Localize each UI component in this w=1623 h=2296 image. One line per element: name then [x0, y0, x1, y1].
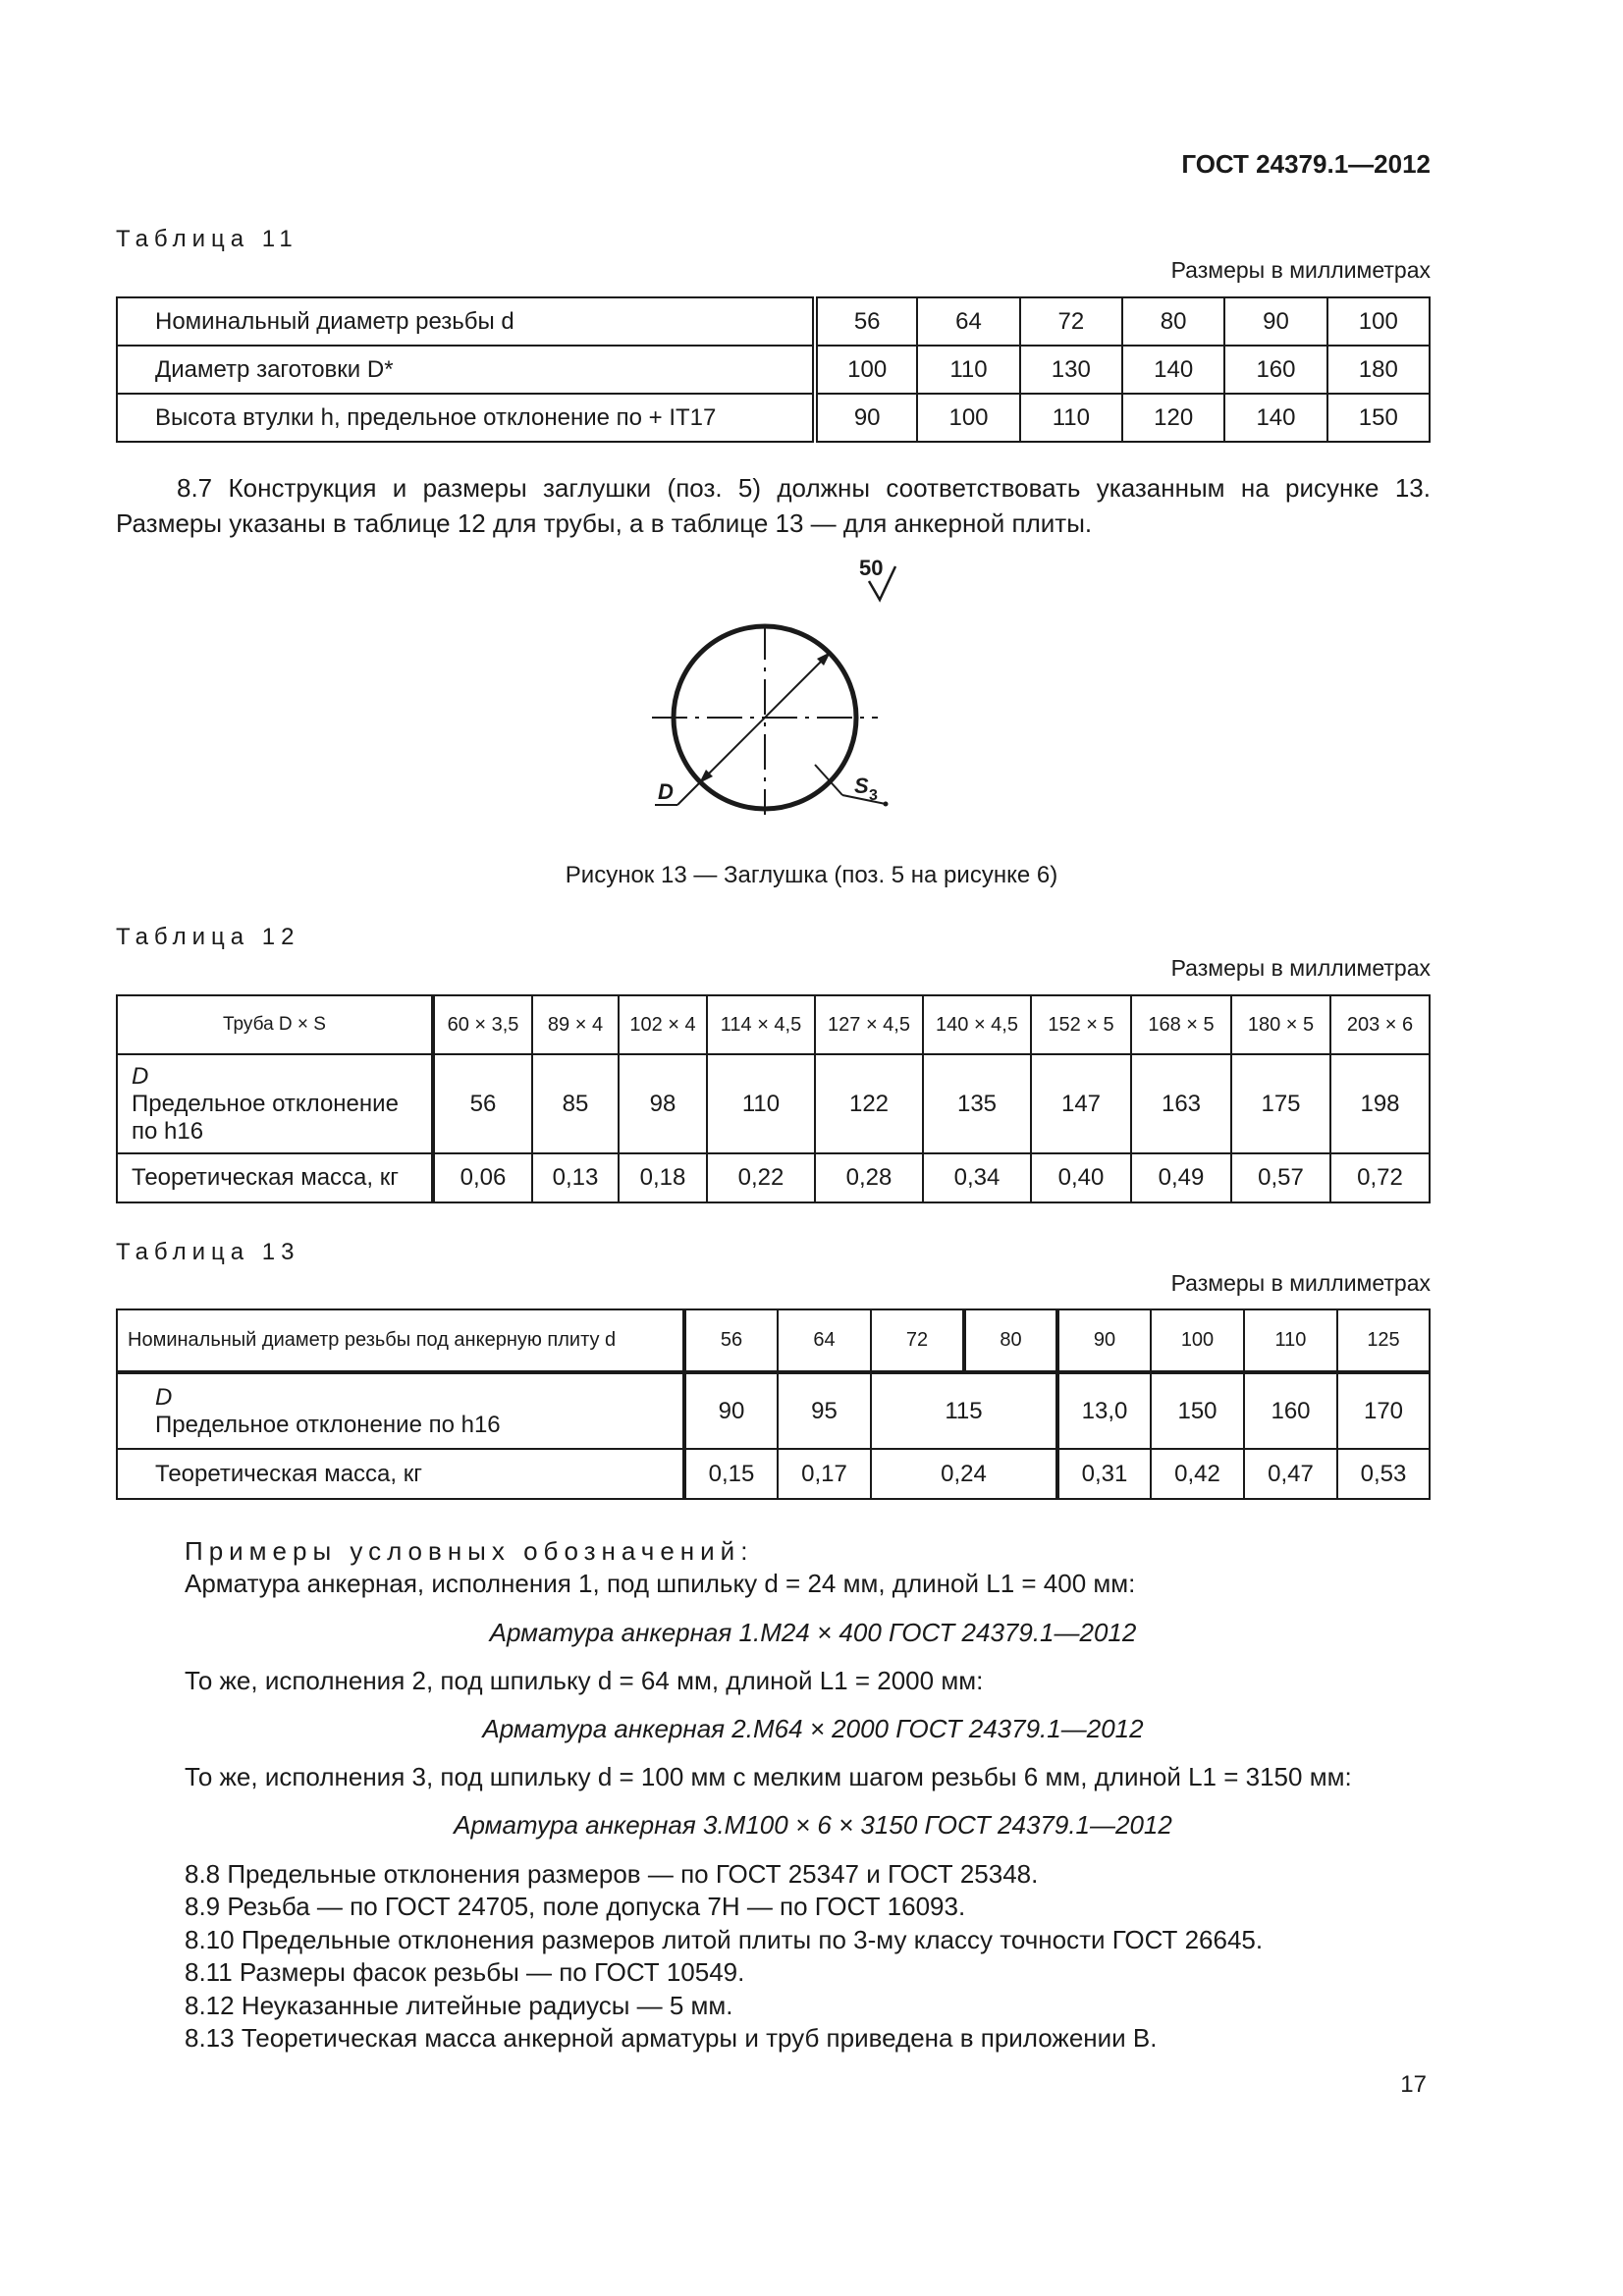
table-cell: 102 × 4 [619, 995, 707, 1054]
table-cell: 203 × 6 [1330, 995, 1430, 1054]
table-cell: 80 [1122, 297, 1224, 346]
table-cell [117, 1054, 433, 1153]
table-cell: Номинальный диаметр резьбы под анкерную плиту d [117, 1309, 684, 1372]
page-number: 17 [1400, 2071, 1427, 2098]
table-cell: 56 [684, 1309, 778, 1372]
table-cell: 90 [815, 394, 917, 442]
table-cell: 56 [433, 1054, 532, 1153]
table-cell: 72 [871, 1309, 964, 1372]
row-label-line: по h16 [132, 1117, 204, 1145]
list-item: 8.9 Резьба — по ГОСТ 24705, поле допуска 7Н — по ГОСТ 16093. [185, 1892, 966, 1921]
table-cell: 160 [1224, 346, 1326, 394]
example-designation-2: Арматура анкерная 2.М64 × 2000 ГОСТ 24379.1—2012 [482, 1714, 1144, 1743]
figure-13-drawing [628, 545, 952, 820]
list-item: 8.8 Предельные отклонения размеров — по ГОСТ 25347 и ГОСТ 25348. [185, 1859, 1039, 1889]
table-cell: 160 [1244, 1372, 1337, 1449]
table-row [117, 1449, 1430, 1499]
table-cell: 0,57 [1231, 1153, 1330, 1202]
table-cell: 89 × 4 [532, 995, 619, 1054]
table-cell: 0,17 [778, 1449, 871, 1499]
row-label-line: Предельное отклонение [132, 1090, 399, 1117]
table-cell: 72 [1020, 297, 1122, 346]
table-11 [116, 296, 1431, 443]
table-13-caption: Таблица 13 [116, 1239, 300, 1265]
table-11-units: Размеры в миллиметрах [1170, 257, 1431, 283]
table-cell: 0,49 [1131, 1153, 1231, 1202]
document-id: ГОСТ 24379.1—2012 [1181, 149, 1431, 179]
table-cell: 163 [1131, 1054, 1231, 1153]
table-cell: 122 [815, 1054, 923, 1153]
table-cell: 0,24 [871, 1449, 1057, 1499]
table-cell: 0,31 [1057, 1449, 1151, 1499]
table-cell [117, 1372, 684, 1449]
list-item: 8.12 Неуказанные литейные радиусы — 5 мм. [185, 1991, 733, 2020]
table-cell: Труба D × S [117, 995, 433, 1054]
table-cell: Теоретическая масса, кг [117, 1449, 684, 1499]
table-cell: Номинальный диаметр резьбы d [117, 297, 815, 346]
table-row [117, 1309, 1430, 1372]
table-row [117, 346, 1430, 394]
table-row [117, 297, 1430, 346]
table-13 [116, 1308, 1431, 1500]
table-row [117, 1054, 1430, 1153]
table-cell: 100 [815, 346, 917, 394]
table-cell: 60 × 3,5 [433, 995, 532, 1054]
examples-title: Примеры условных обозначений: [185, 1536, 754, 1566]
table-12 [116, 994, 1431, 1203]
table-cell: 150 [1151, 1372, 1244, 1449]
table-cell: 56 [815, 297, 917, 346]
table-cell: 147 [1031, 1054, 1131, 1153]
label-s-sub: 3 [869, 787, 878, 804]
table-cell: 85 [532, 1054, 619, 1153]
table-cell: 0,42 [1151, 1449, 1244, 1499]
table-cell: 64 [917, 297, 1019, 346]
table-row [117, 1153, 1430, 1202]
example-line-2: То же, исполнения 2, под шпильку d = 64 мм, длиной L1 = 2000 мм: [185, 1666, 984, 1695]
table-cell: 110 [707, 1054, 815, 1153]
table-cell: 175 [1231, 1054, 1330, 1153]
example-designation-3: Арматура анкерная 3.М100 × 6 × 3150 ГОСТ 24379.1—2012 [454, 1810, 1172, 1840]
label-s: S [854, 774, 869, 798]
table-cell: 0,18 [619, 1153, 707, 1202]
table-cell: 127 × 4,5 [815, 995, 923, 1054]
section-8-7 [116, 470, 1431, 541]
table-row [117, 995, 1430, 1054]
table-cell: 168 × 5 [1131, 995, 1231, 1054]
row-label-symbol: D [155, 1383, 173, 1411]
table-cell: 0,34 [923, 1153, 1031, 1202]
table-cell: 80 [964, 1309, 1057, 1372]
table-cell: 135 [923, 1054, 1031, 1153]
table-cell: 0,06 [433, 1153, 532, 1202]
table-cell: 0,15 [684, 1449, 778, 1499]
table-cell: 150 [1327, 394, 1430, 442]
table-cell: 0,47 [1244, 1449, 1337, 1499]
table-cell: Высота втулки h, предельное отклонение по + IT17 [117, 394, 815, 442]
table-cell: 90 [684, 1372, 778, 1449]
table-cell: Диаметр заготовки D* [117, 346, 815, 394]
label-d: D [658, 779, 674, 804]
figure-13-caption: Рисунок 13 — Заглушка (поз. 5 на рисунке 6) [565, 862, 1058, 888]
table-12-caption: Таблица 12 [116, 924, 300, 950]
section-8-7-text: 8.7 Конструкция и размеры заглушки (поз. 5) должны соответствовать указанным на рисунке 13. Размеры указаны в таблице 12 для трубы, а в таблице 13 — для анкерной плиты. [116, 473, 1431, 538]
example-line-3: То же, исполнения 3, под шпильку d = 100 мм с мелким шагом резьбы 6 мм, длиной L1 = 3150 мм: [185, 1762, 1352, 1791]
d-leader [677, 783, 699, 805]
table-cell: 140 × 4,5 [923, 995, 1031, 1054]
table-11-caption: Таблица 11 [116, 226, 298, 252]
table-12-units: Размеры в миллиметрах [1170, 955, 1431, 981]
table-cell: 100 [917, 394, 1019, 442]
table-cell: 0,72 [1330, 1153, 1430, 1202]
leader-dot-icon [884, 802, 889, 807]
table-cell: 180 × 5 [1231, 995, 1330, 1054]
table-cell: 90 [1057, 1309, 1151, 1372]
table-row [117, 1372, 1430, 1449]
table-cell: 90 [1224, 297, 1326, 346]
table-cell: 0,53 [1337, 1449, 1430, 1499]
table-cell: 198 [1330, 1054, 1430, 1153]
table-cell: 120 [1122, 394, 1224, 442]
list-item: 8.11 Размеры фасок резьбы — по ГОСТ 10549. [185, 1957, 745, 1987]
table-cell: 0,28 [815, 1153, 923, 1202]
table-cell: 0,40 [1031, 1153, 1131, 1202]
table-cell: 98 [619, 1054, 707, 1153]
table-cell: 180 [1327, 346, 1430, 394]
table-cell: 110 [1020, 394, 1122, 442]
row-label-symbol: D [132, 1062, 149, 1090]
table-cell: 130 [1020, 346, 1122, 394]
table-cell: 13,0 [1057, 1372, 1151, 1449]
table-cell: 125 [1337, 1309, 1430, 1372]
table-cell: 140 [1224, 394, 1326, 442]
table-cell: 114 × 4,5 [707, 995, 815, 1054]
roughness-value: 50 [859, 556, 884, 580]
table-cell: 0,13 [532, 1153, 619, 1202]
list-item: 8.10 Предельные отклонения размеров литой плиты по 3-му классу точности ГОСТ 26645. [185, 1925, 1264, 1954]
row-label-line: Предельное отклонение по h16 [155, 1411, 501, 1438]
table-cell: 100 [1327, 297, 1430, 346]
example-designation-1: Арматура анкерная 1.М24 × 400 ГОСТ 24379.1—2012 [489, 1618, 1137, 1647]
table-cell: Теоретическая масса, кг [117, 1153, 433, 1202]
table-cell: 95 [778, 1372, 871, 1449]
table-cell: 110 [1244, 1309, 1337, 1372]
table-cell: 64 [778, 1309, 871, 1372]
table-cell: 170 [1337, 1372, 1430, 1449]
table-row [117, 394, 1430, 442]
table-cell: 140 [1122, 346, 1224, 394]
table-cell: 115 [871, 1372, 1057, 1449]
table-cell: 110 [917, 346, 1019, 394]
table-cell: 100 [1151, 1309, 1244, 1372]
table-cell: 0,22 [707, 1153, 815, 1202]
list-item: 8.13 Теоретическая масса анкерной арматуры и труб приведена в приложении В. [185, 2023, 1158, 2053]
table-13-units: Размеры в миллиметрах [1170, 1270, 1431, 1296]
table-cell: 152 × 5 [1031, 995, 1131, 1054]
example-line-1: Арматура анкерная, исполнения 1, под шпильку d = 24 мм, длиной L1 = 400 мм: [185, 1569, 1136, 1598]
